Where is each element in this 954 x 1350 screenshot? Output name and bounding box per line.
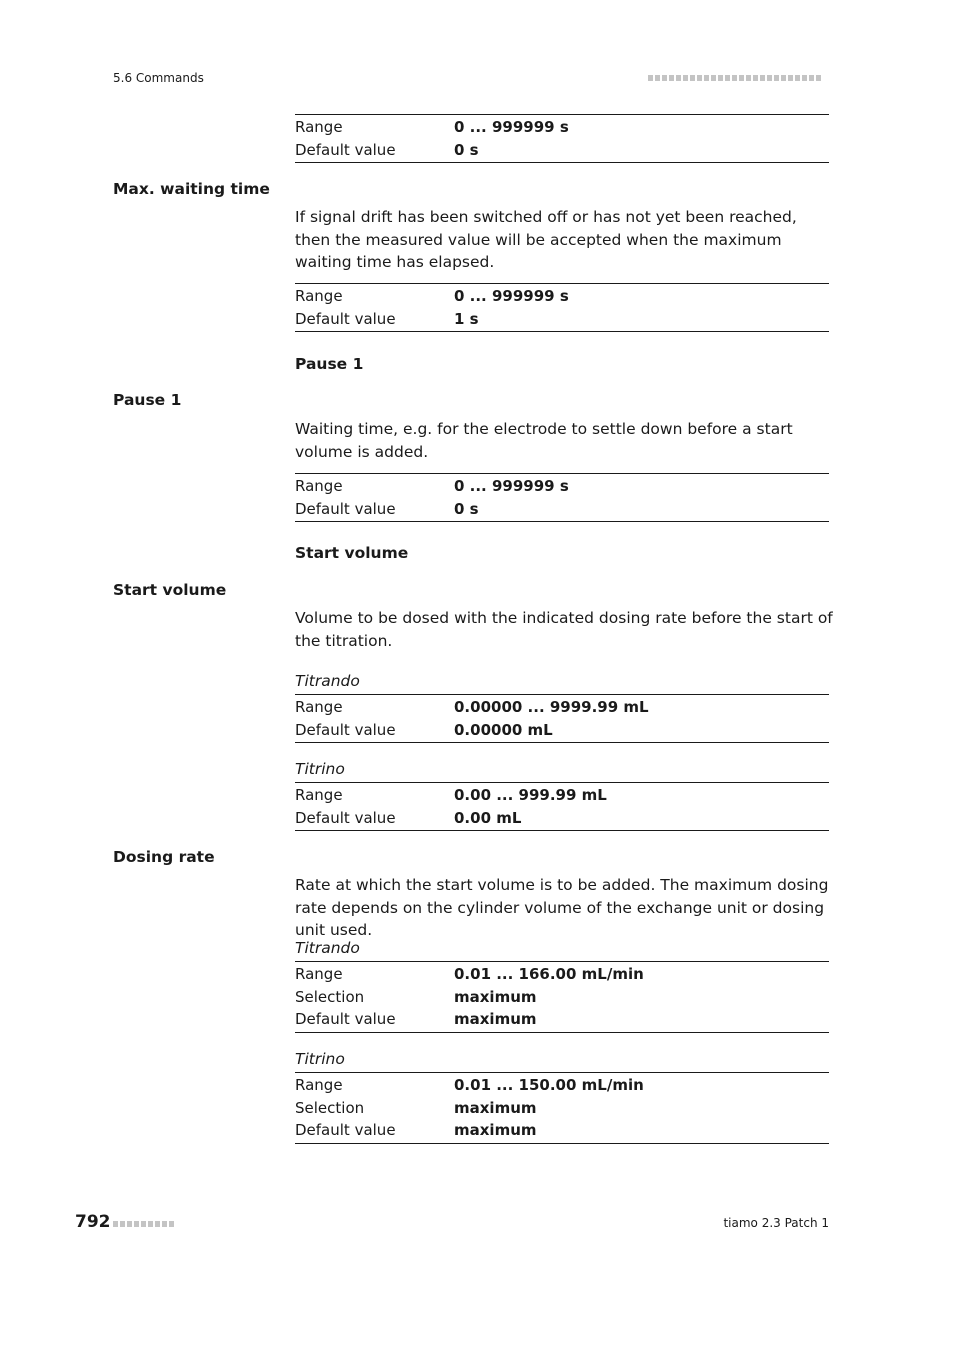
start-volume-titrino-table bbox=[295, 782, 829, 831]
product-name: tiamo 2.3 Patch 1 bbox=[723, 1216, 829, 1230]
start-volume-titrando-label: Titrando bbox=[295, 672, 360, 690]
dosing-rate-titrino-table bbox=[295, 1072, 829, 1144]
table-row: Default value 0 s bbox=[295, 140, 479, 159]
dosing-rate-titrando-table bbox=[295, 961, 829, 1033]
table-row: Range 0.01 ... 150.00 mL/min bbox=[295, 1076, 644, 1095]
table-row: Selection maximum bbox=[295, 987, 537, 1006]
table-row: Range 0.01 ... 166.00 mL/min bbox=[295, 965, 644, 984]
table-row: Selection maximum bbox=[295, 1098, 537, 1117]
table-row: Default value 0.00 mL bbox=[295, 808, 522, 827]
table-row: Range 0.00000 ... 9999.99 mL bbox=[295, 698, 649, 717]
pause1-table bbox=[295, 473, 829, 522]
table-row: Default value 1 s bbox=[295, 309, 479, 328]
param-table-top bbox=[295, 114, 829, 163]
start-volume-description: Volume to be dosed with the indicated dosing rate before the start of the titration. bbox=[295, 609, 833, 650]
table-row: Range 0 ... 999999 s bbox=[295, 287, 569, 306]
start-volume-heading: Start volume bbox=[113, 581, 227, 599]
start-volume-titrino-label: Titrino bbox=[295, 760, 345, 778]
dosing-rate-titrando-label: Titrando bbox=[295, 939, 360, 957]
dosing-rate-description: Rate at which the start volume is to be added. The maximum dosing rate depends on the cylinder volume of the exchange unit or dosing unit used. bbox=[295, 876, 829, 939]
table-row: Default value maximum bbox=[295, 1010, 537, 1029]
page-number: 792 bbox=[75, 1212, 111, 1232]
table-row: Default value maximum bbox=[295, 1121, 537, 1140]
table-row: Range 0 ... 999999 s bbox=[295, 118, 569, 137]
footer-decoration bbox=[113, 1221, 174, 1227]
max-waiting-description: If signal drift has been switched off or has not yet been reached, then the measured value will be accepted when the maximum waiting time has elapsed. bbox=[295, 208, 797, 271]
dosing-rate-titrino-label: Titrino bbox=[295, 1050, 345, 1068]
table-row: Range 0 ... 999999 s bbox=[295, 477, 569, 496]
table-row: Range 0.00 ... 999.99 mL bbox=[295, 786, 607, 805]
pause1-description: Waiting time, e.g. for the electrode to settle down before a start volume is added. bbox=[295, 420, 793, 461]
pause1-subheading: Pause 1 bbox=[295, 355, 364, 373]
table-row: Default value 0.00000 mL bbox=[295, 720, 553, 739]
dosing-rate-heading: Dosing rate bbox=[113, 848, 215, 866]
start-volume-titrando-table bbox=[295, 694, 829, 743]
section-title: 5.6 Commands bbox=[113, 71, 204, 85]
header-decoration bbox=[648, 75, 821, 81]
table-row: Default value 0 s bbox=[295, 499, 479, 518]
start-volume-subheading: Start volume bbox=[295, 544, 409, 562]
max-waiting-table bbox=[295, 283, 829, 332]
max-waiting-heading: Max. waiting time bbox=[113, 180, 270, 198]
pause1-heading: Pause 1 bbox=[113, 391, 182, 409]
